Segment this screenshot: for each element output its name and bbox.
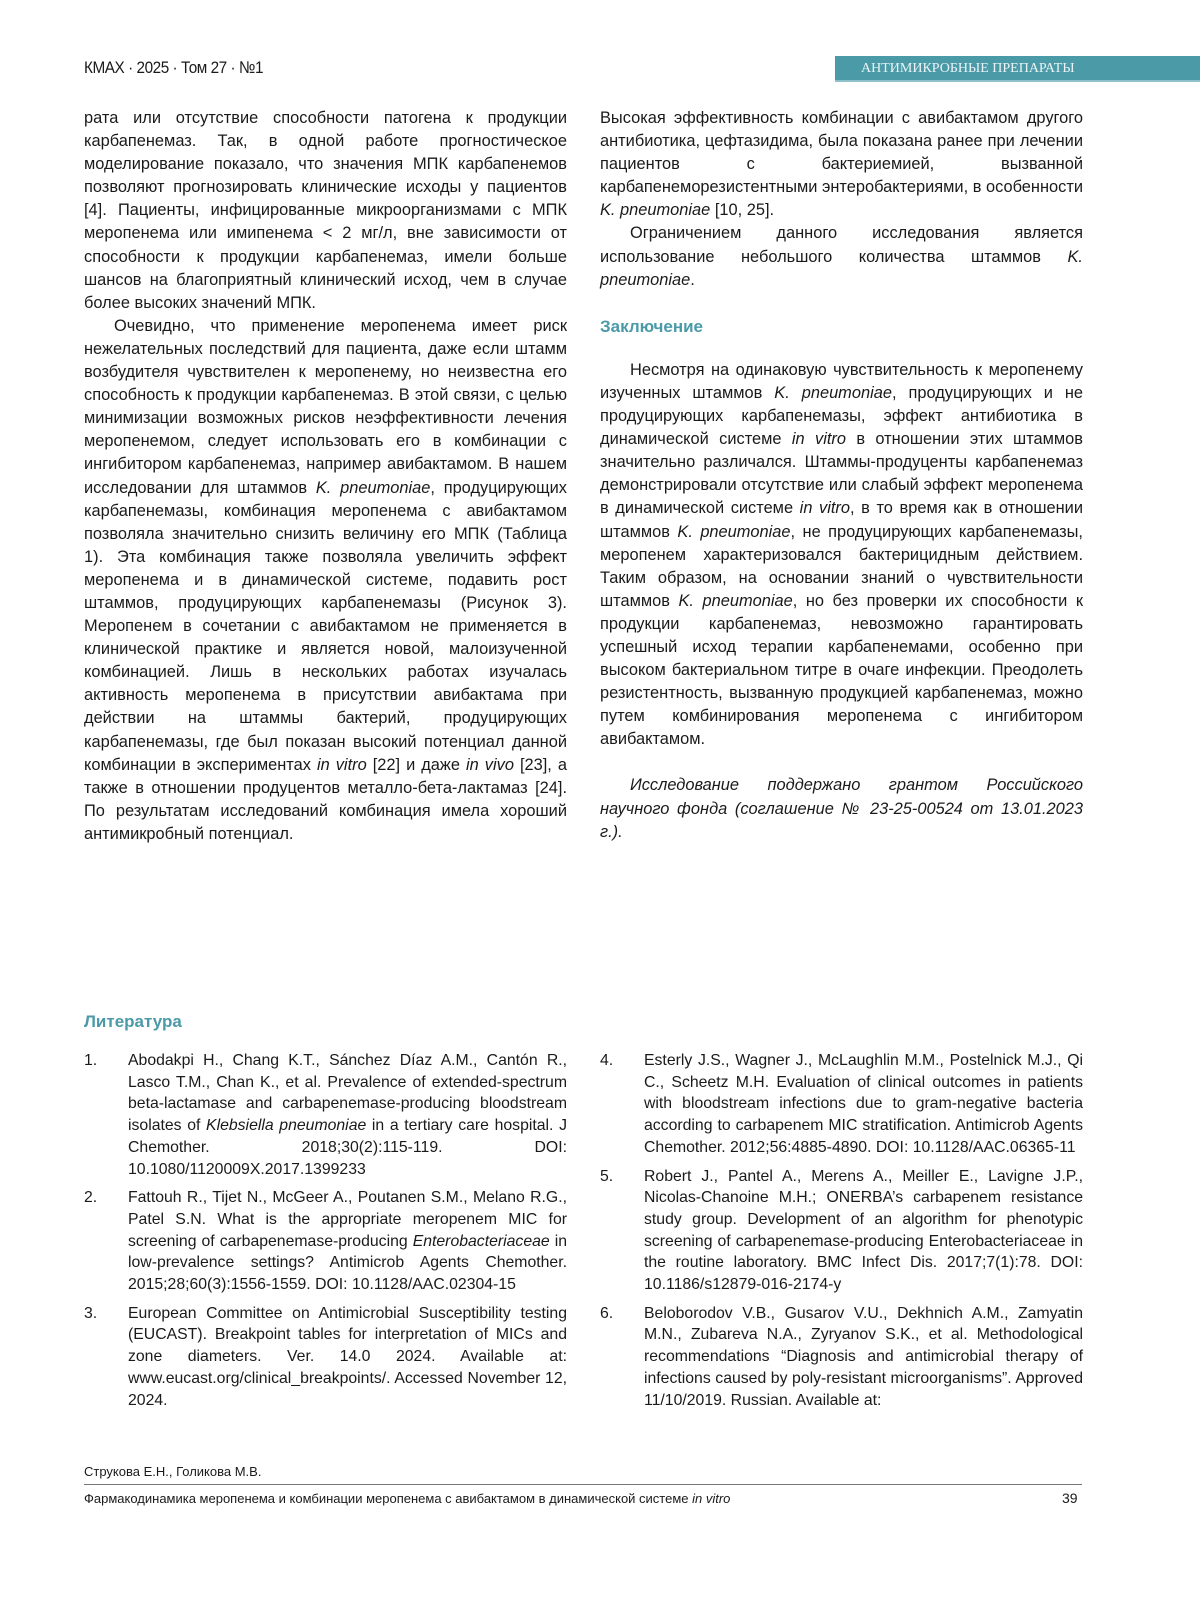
italic-text: K. pneumoniae [774, 384, 892, 402]
text-run: , продуцирующих карбапенемазы, комбинация меропенема с авибактамом позволяла значительно снизить величину его МПК (Таблица 1). Эта комбинация также позволяла увеличить эффект меропенема и в динамической системе, подавить рост штаммов, продуцирующих карбапенемазы (Рисунок 3). Меропенем в сочетании с авибактамом не применяется в клинической практике и является новой, малоизученной комбинацией. Лишь в нескольких работах изучалась активность меропенема в присутствии авибактама при действии на штаммы бактерий, продуцирующих карбапенемазы, где был показан высокий потенциал данной комбинации в экспериментах [84, 479, 567, 774]
right-column [600, 107, 1083, 844]
reference-number: 3. [84, 1303, 128, 1412]
text-run: , но без проверки их способности к продукции карбапенемаз, невозможно гарантировать успешный исход терапии карбапенемами, особенно при высоком бактериальном титре в очаге инфекции. Преодолеть резистентность, вызванную продукцией карбапенемаз, можно путем комбинирования меропенема с ингибитором авибактамом. [600, 592, 1083, 749]
conclusion-heading: Заключение [600, 315, 1083, 338]
page-number: 39 [1062, 1490, 1078, 1506]
reference-item [84, 1050, 567, 1180]
reference-number: 4. [600, 1050, 644, 1159]
reference-text [644, 1166, 1083, 1296]
footer-article-title [84, 1491, 730, 1506]
left-column [84, 107, 567, 846]
italic-text: K. pneumoniae [679, 592, 793, 610]
italic-text: in vitro [692, 1491, 730, 1506]
text-run: , в то время как в отношении штаммов [600, 499, 1083, 540]
text-run: в отношении этих штаммов значительно различался. Штаммы-продуценты карбапенемаз демонстрировали отсутствие или слабый эффект меропенема в динамической системе [600, 430, 1083, 517]
reference-text [128, 1050, 567, 1180]
italic-text: in vitro [792, 430, 846, 448]
text-run: Abodakpi H., Chang K.T., Sánchez Díaz A.M., Cantón R., Lasco T.M., Chan K., et al. Prevalence of extended-spectrum beta-lactamase and carbapenemase-producing bloodstream isolates of [128, 1052, 567, 1134]
text-run: Высокая эффективность комбинации с авибактамом другого антибиотика, цефтазидима, была показана ранее при лечении пациентов с бактериемией, вызванной карбапенеморезистентными энтеробактериями, в особенности [600, 109, 1083, 196]
italic-text: in vitro [317, 756, 367, 774]
paragraph [84, 315, 567, 846]
footer-authors: Струкова Е.Н., Голикова М.В. [84, 1464, 261, 1479]
paragraph [600, 774, 1083, 843]
reference-text [644, 1303, 1083, 1412]
text-run: Ограничением данного исследования является использование небольшого количества штаммов [600, 224, 1083, 265]
literature-heading: Литература [84, 1012, 182, 1032]
journal-header: КМАХ · 2025 · Том 27 · №1 [84, 58, 263, 78]
reference-number: 2. [84, 1187, 128, 1296]
reference-item [600, 1050, 1083, 1159]
text-run: , не продуцирующих карбапенемазы, меропенем характеризовался бактерицидным действием. Таким образом, на основании знаний о чувствительности штаммов [600, 523, 1083, 610]
text-run: in a tertiary care hospital. J Chemother. 2018;30(2):115-119. DOI: 10.1080/1120009X.2017.1399233 [128, 1117, 567, 1177]
reference-item [600, 1166, 1083, 1296]
references-left [84, 1050, 567, 1418]
italic-text: Klebsiella pneumoniae [206, 1117, 366, 1134]
italic-text: Исследование поддержано грантом Российского научного фонда (соглашение № 23-25-00524 от 13.01.2023 г.). [600, 776, 1083, 840]
italic-text: K. pneumoniae [677, 523, 790, 541]
text-run: , продуцирующих и не продуцирующих карбапенемазы, эффект антибиотика в динамической системе [600, 384, 1083, 448]
reference-item [84, 1187, 567, 1296]
text-run: Beloborodov V.B., Gusarov V.U., Dekhnich A.M., Zamyatin M.N., Zubareva N.A., Zyryanov S.K., et al. Methodological recommendations “Diagnosis and antimicrobial therapy of infections caused by poly-resistant microorganisms”. Approved 11/10/2019. Russian. Available at: [644, 1305, 1083, 1409]
italic-text: K. pneumoniae [600, 201, 710, 219]
section-badge: АНТИМИКРОБНЫЕ ПРЕПАРАТЫ [835, 56, 1200, 82]
paragraph [600, 107, 1083, 222]
reference-text [128, 1187, 567, 1296]
reference-item [600, 1303, 1083, 1412]
italic-text: in vivo [466, 756, 514, 774]
text-run: [10, 25]. [710, 201, 774, 219]
paragraph [600, 359, 1083, 752]
text-run: Очевидно, что применение меропенема имеет риск нежелательных последствий для пациента, даже если штамм возбудителя чувствителен к меропенему, но неизвестна его способность к продукции карбапенемаз. В этой связи, с целью минимизации возможных рисков неэффективности лечения меропенемом, следует использовать его в комбинации с ингибитором карбапенемаз, например авибактамом. В нашем исследовании для штаммов [84, 317, 567, 497]
italic-text: Enterobacteriaceae [413, 1233, 550, 1250]
reference-number: 5. [600, 1166, 644, 1296]
paragraph [600, 222, 1083, 291]
text-run: Несмотря на одинаковую чувствительность к меропенему изученных штаммов [600, 361, 1083, 402]
text-run: [22] и даже [367, 756, 466, 774]
text-run: Robert J., Pantel A., Merens A., Meiller E., Lavigne J.P., Nicolas-Chanoine M.H.; ONERBA’s carbapenem resistance study group. Development of an algorithm for phenotypic screening of carbapenemase-producing Enterobacteriaceae in the routine laboratory. BMC Infect Dis. 2017;7(1):78. DOI: 10.1186/s12879-016-2174-y [644, 1168, 1083, 1294]
text-run: European Committee on Antimicrobial Susceptibility testing (EUCAST). Breakpoint tables for interpretation of MICs and zone diameters. Ver. 14.0 2024. Available at: www.eucast.org/clinical_breakpoints/. Accessed November 12, 2024. [128, 1305, 567, 1409]
reference-number: 6. [600, 1303, 644, 1412]
italic-text: K. pneumoniae [600, 248, 1083, 289]
text-run: in low-prevalence settings? Antimicrob Agents Chemother. 2015;28;60(3):1556-1559. DOI: 10.1128/AAC.02304-15 [128, 1233, 567, 1293]
reference-number: 1. [84, 1050, 128, 1180]
reference-item [84, 1303, 567, 1412]
text-run: рата или отсутствие способности патогена к продукции карбапенемаз. Так, в одной работе прогностическое моделирование показало, что значения МПК карбапенемов позволяют прогнозировать клинические исходы у пациентов [4]. Пациенты, инфицированные микроорганизмами с МПК меропенема или имипенема < 2 мг/л, вне зависимости от способности к продукции карбапенемаз, имели больше шансов на благоприятный клинический исход, чем в случае более высоких значений МПК. [84, 109, 567, 312]
reference-text [644, 1050, 1083, 1159]
references-right [600, 1050, 1083, 1418]
italic-text: K. pneumoniae [316, 479, 431, 497]
footer-divider [84, 1484, 1082, 1485]
text-run: [23], а также в отношении продуцентов металло-бета-лактамаз [24]. По результатам исследований комбинация имела хороший антимикробный потенциал. [84, 756, 567, 843]
text-run: Esterly J.S., Wagner J., McLaughlin M.M., Postelnick M.J., Qi C., Scheetz M.H. Evaluation of clinical outcomes in patients with bloodstream infections due to gram-negative bacteria according to carbapenem MIC stratification. Antimicrob Agents Chemother. 2012;56:4885-4890. DOI: 10.1128/AAC.06365-11 [644, 1052, 1083, 1156]
text-run: . [690, 271, 695, 289]
italic-text: in vitro [800, 499, 850, 517]
text-run: Fattouh R., Tijet N., McGeer A., Poutanen S.M., Melano R.G., Patel S.N. What is the appropriate meropenem MIC for screening of carbapenemase-producing [128, 1189, 567, 1249]
text-run: Фармакодинамика меропенема и комбинации меропенема с авибактамом в динамической системе [84, 1491, 692, 1506]
paragraph [84, 107, 567, 315]
reference-text [128, 1303, 567, 1412]
spacer [600, 751, 1083, 774]
